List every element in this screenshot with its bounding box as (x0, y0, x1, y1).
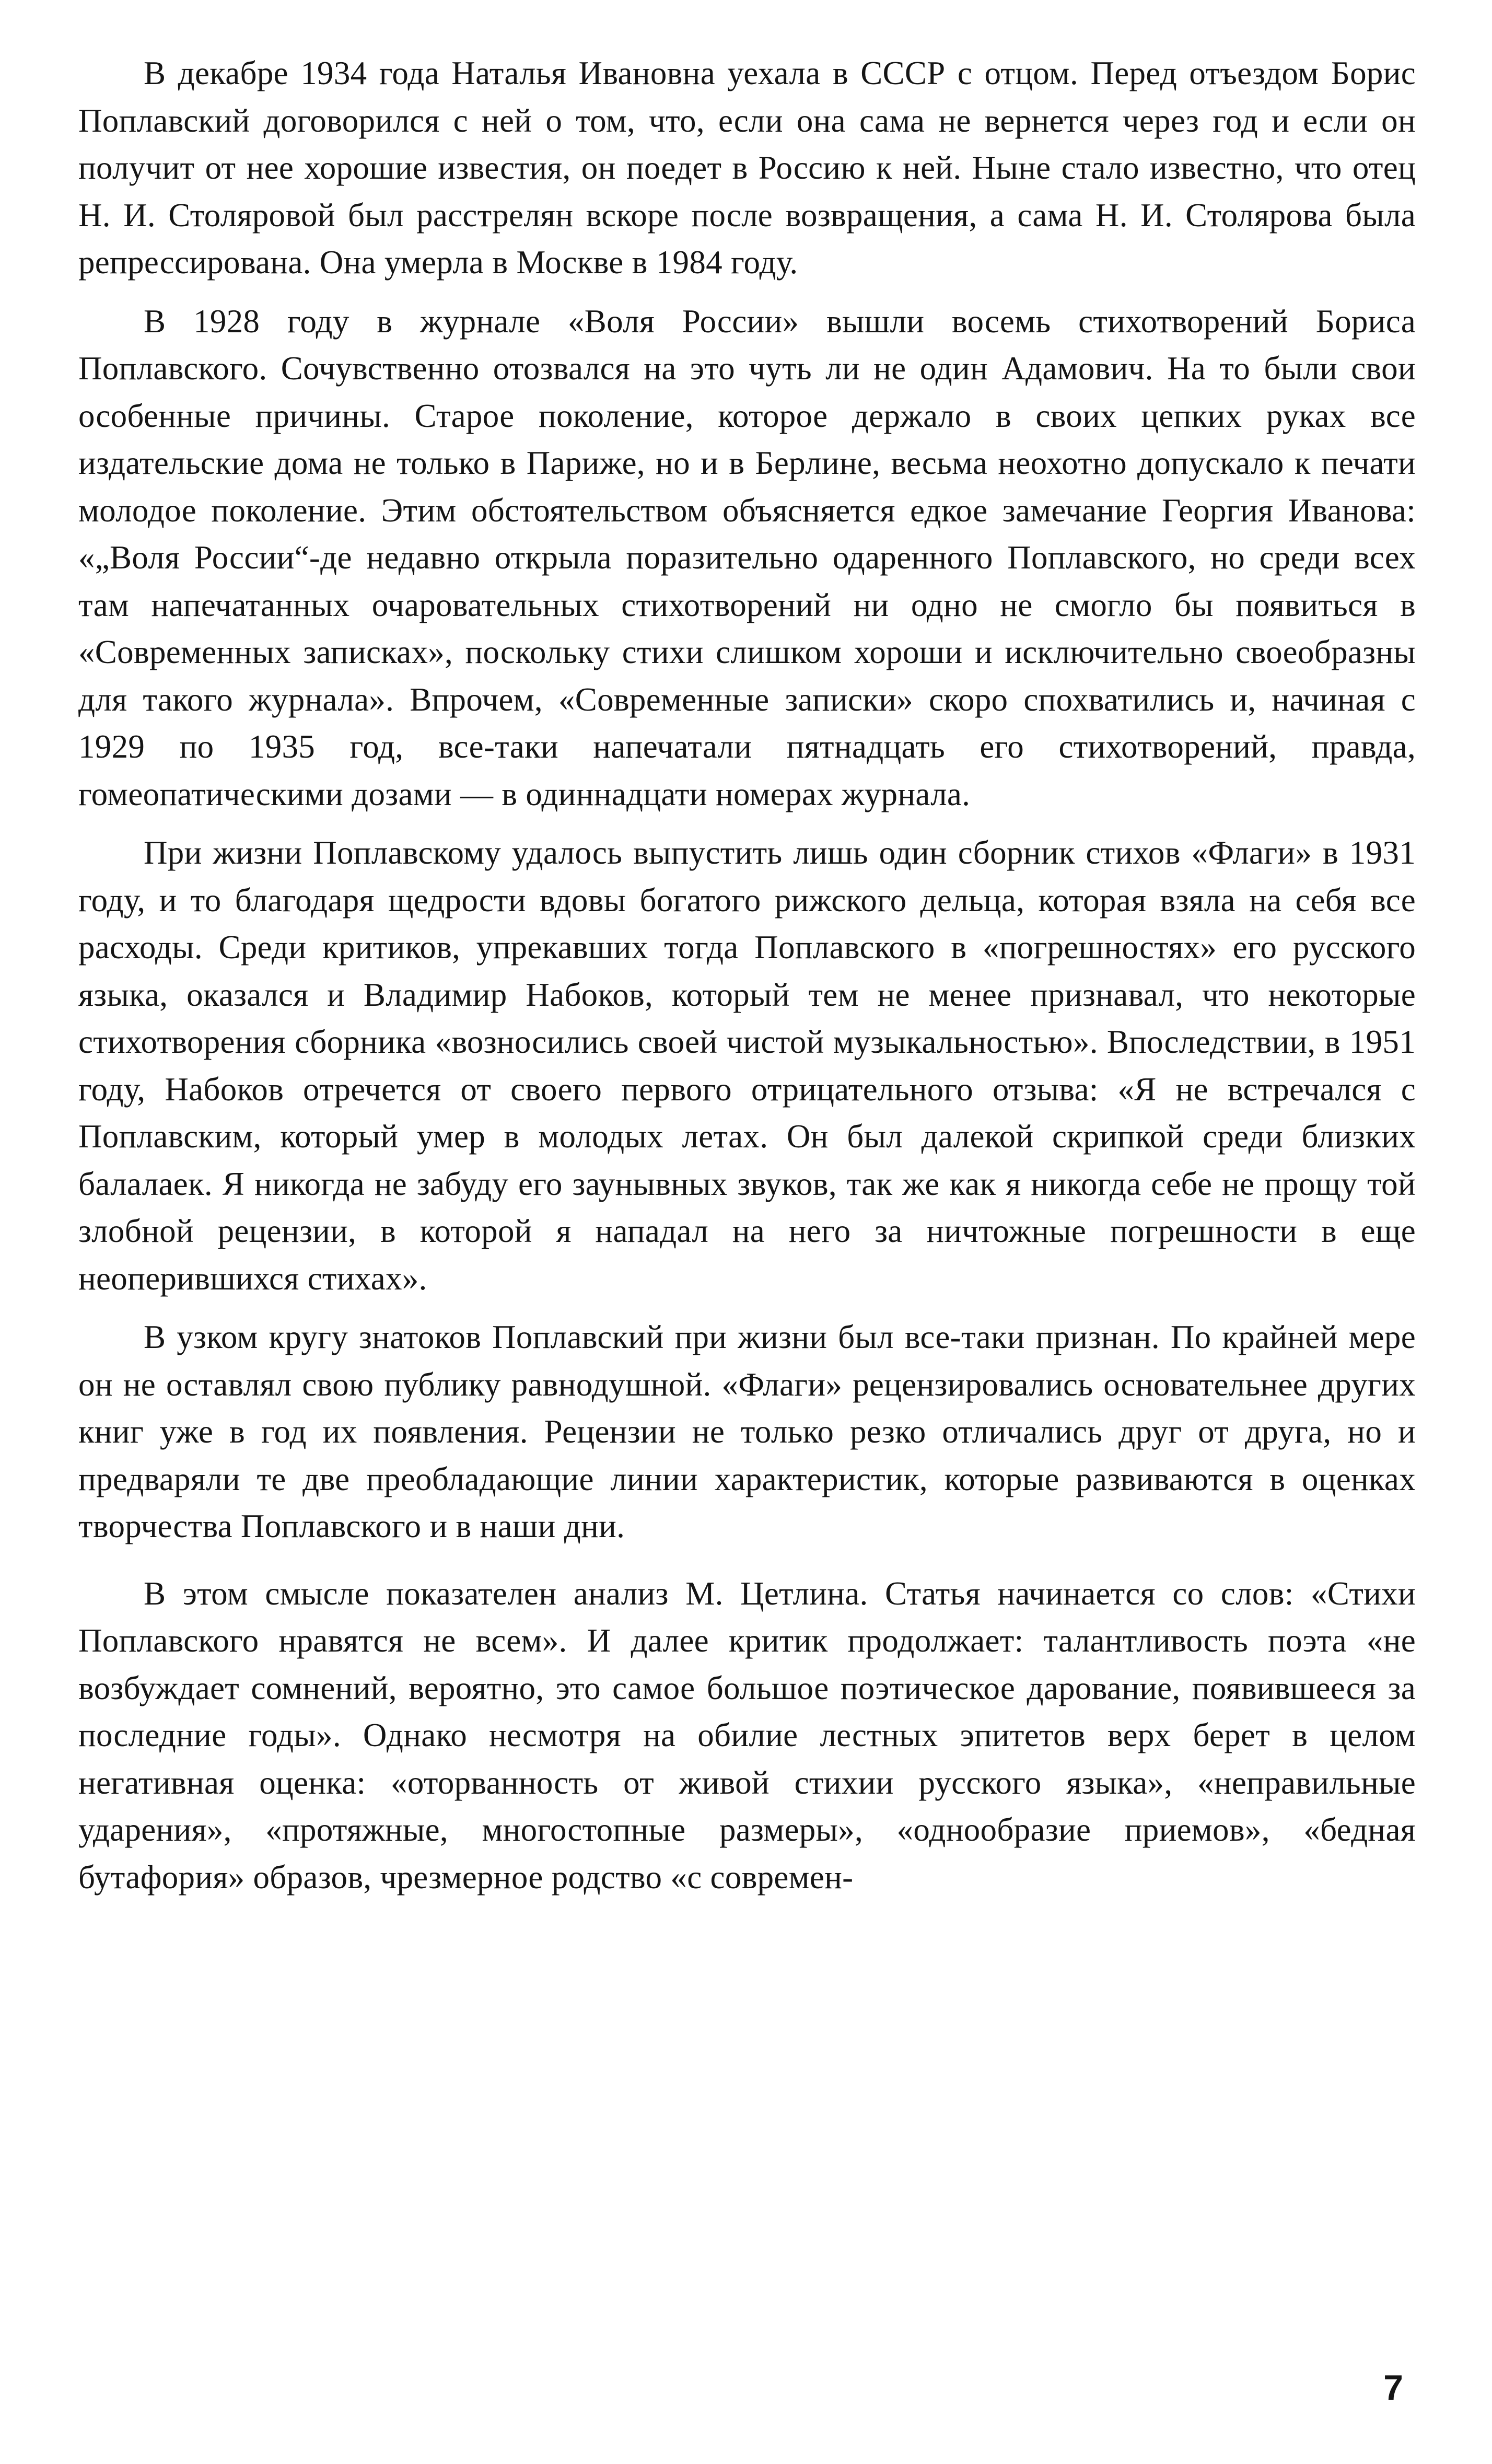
paragraph-5: В этом смысле показателен анализ М. Цетлина. Статья начинается со слов: «Стихи Поплавского нравятся не всем». И далее критик продолжает: талантливость поэта «не возбуждает сомнений, вероятно, это самое большое поэтическое дарование, появившееся за последние годы». Однако несмотря на обилие лестных эпитетов верх берет в целом негативная оценка: «оторванность от живой стихии русского языка», «неправильные ударения», «протяжные, многостопные размеры», «однообразие приемов», «бедная бутафория» образов, чрезмерное родство «с современ- (78, 1575, 1416, 1896)
paragraph-1: В декабре 1934 года Наталья Ивановна уехала в СССР с отцом. Перед отъездом Борис Поплавский договорился с ней о том, что, если она сама не вернется через год и если он получит от нее хорошие известия, он поедет в Россию к ней. Ныне стало известно, что отец Н. И. Столяровой был расстрелян вскоре после возвращения, а сама Н. И. Столярова была репрессирована. Она умерла в Москве в 1984 году. (78, 55, 1416, 281)
paragraph-2: В 1928 году в журнале «Воля России» вышли восемь стихотворений Бориса Поплавского. Сочувственно отозвался на это чуть ли не один Адамович. На то были свои особенные причины. Старое поколение, которое держало в своих цепких руках все издательские дома не только в Париже, но и в Берлине, весьма неохотно допускало к печати молодое поколение. Этим обстоятельством объясняется едкое замечание Георгия Иванова: «„Воля России“-де недавно открыла поразительно одаренного Поплавского, но среди всех там напечатанных очаровательных стихотворений ни одно не смогло бы появиться в «Современных записках», поскольку стихи слишком хороши и исключительно своеобразны для такого журнала». Впрочем, «Современные записки» скоро спохватились и, начиная с 1929 по 1935 год, все-таки напечатали пятнадцать его стихотворений, правда, гомеопатическими дозами — в одиннадцати номерах журнала. (78, 303, 1416, 812)
paragraph-4: В узком кругу знатоков Поплавский при жизни был все-таки признан. По крайней мере он не оставлял свою публику равнодушной. «Флаги» рецензировались основательнее других книг уже в год их появления. Рецензии не только резко отличались друг от друга, но и предваряли те две преобладающие линии характеристик, которые развиваются в оценках творчества Поплавского и в наши дни. (78, 1319, 1416, 1544)
page-body (78, 50, 1416, 1912)
paragraph-3: При жизни Поплавскому удалось выпустить лишь один сборник стихов «Флаги» в 1931 году, и то благодаря щедрости вдовы богатого рижского дельца, которая взяла на себя все расходы. Среди критиков, упрекавших тогда Поплавского в «погрешностях» его русского языка, оказался и Владимир Набоков, который тем не менее признавал, что некоторые стихотворения сборника «возносились своей чистой музыкальностью». Впоследствии, в 1951 году, Набоков отречется от своего первого отрицательного отзыва: «Я не встречался с Поплавским, который умер в молодых летах. Он был далекой скрипкой среди близких балалаек. Я никогда не забуду его заунывных звуков, так же как я никогда себе не прощу той злобной рецензии, в которой я нападал на него за ничтожные погрешности в еще неоперившихся стихах». (78, 834, 1416, 1297)
page-number: 7 (1383, 2368, 1403, 2408)
